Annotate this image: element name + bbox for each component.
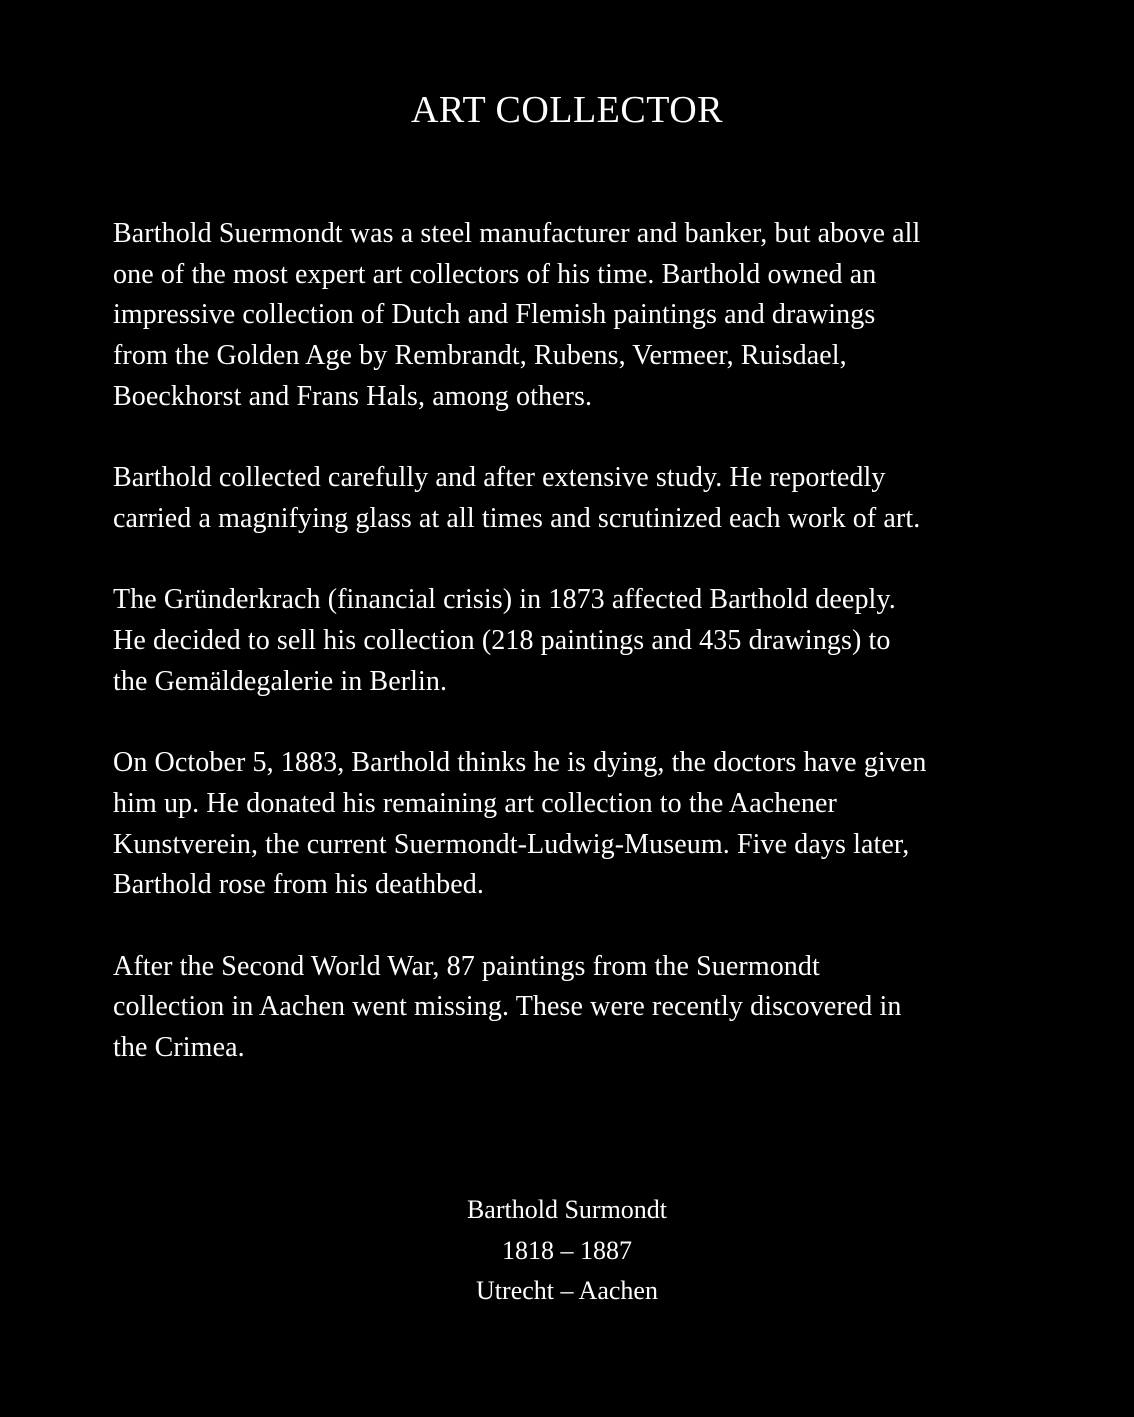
paragraph-intro [113,214,1033,418]
body-text [113,214,1033,1109]
signature-places: Utrecht – Aachen [476,1276,658,1305]
text-line: impressive collection of Dutch and Flemish paintings and drawings [113,299,876,331]
signature-block [0,1190,1134,1312]
text-line: The Gründerkrach (financial crisis) in 1873 affected Barthold deeply. [113,584,896,616]
paragraph-collecting [113,458,1033,539]
text-line: the Crimea. [113,1032,245,1063]
text-line: him up. He donated his remaining art collection to the Aachener [113,787,837,819]
paragraph-donation [113,743,1033,906]
text-line: Kunstverein, the current Suermondt-Ludwig-Museum. Five days later, [113,828,910,860]
text-line: collection in Aachen went missing. These were recently discovered in [113,991,902,1023]
text-line: one of the most expert art collectors of his time. Barthold owned an [113,258,877,290]
text-line: carried a magnifying glass at all times and scrutinized each work of art. [113,502,921,534]
paragraph-war [113,947,1033,1069]
signature-years: 1818 – 1887 [502,1235,632,1265]
text-line: Barthold collected carefully and after extensive study. He reportedly [113,462,886,494]
page-title: ART COLLECTOR [410,89,724,131]
text-line: He decided to sell his collection (218 paintings and 435 drawings) to [113,625,891,656]
paragraph-crisis [113,580,1033,702]
signature-name: Barthold Surmondt [466,1195,668,1224]
text-line: After the Second World War, 87 paintings from the Suermondt [113,950,820,982]
text-line: from the Golden Age by Rembrandt, Rubens, Vermeer, Ruisdael, [113,340,847,372]
text-line: On October 5, 1883, Barthold thinks he is dying, the doctors have given [113,747,927,779]
text-line: the Gemäldegalerie in Berlin. [113,665,448,697]
text-line: Barthold rose from his deathbed. [113,869,485,901]
text-line: Barthold Suermondt was a steel manufacturer and banker, but above all [113,218,921,249]
text-line: Boeckhorst and Frans Hals, among others. [113,380,593,412]
